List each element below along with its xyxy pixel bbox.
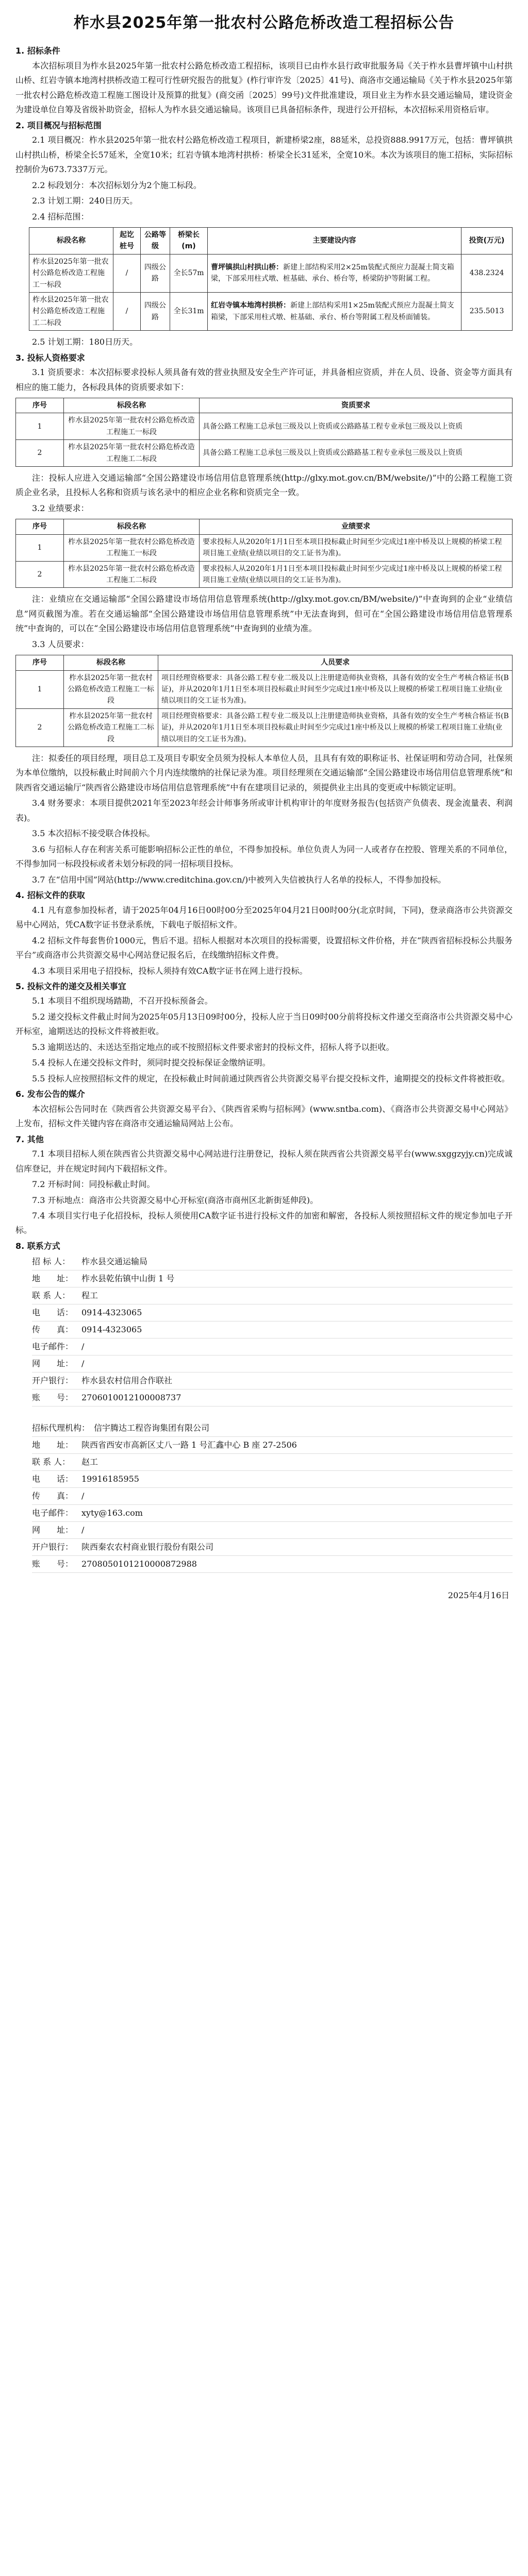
contact-row — [32, 1505, 513, 1522]
contact-key: 地 址： — [32, 1274, 74, 1284]
table-cell: 四级公路 — [141, 292, 170, 330]
paragraph: 5.3 逾期送达的、未送达至指定地点的或不按照招标文件要求密封的投标文件，招标人将予以拒收。 — [32, 1042, 394, 1052]
table-cell: 1 — [16, 670, 64, 708]
contact-row — [32, 1471, 513, 1488]
table-cell — [208, 254, 461, 292]
contact-row — [32, 1338, 513, 1355]
contact-row — [32, 1522, 513, 1539]
paragraph: 4.3 本项目采用电子招投标，投标人须持有效CA数字证书在网上进行投标。 — [32, 965, 308, 976]
contact-value: 2706010012100008737 — [81, 1393, 182, 1403]
section-heading-6: 6. 发布公告的媒介 — [15, 1089, 85, 1099]
contact-key: 招标代理机构： — [32, 1423, 90, 1433]
table-row — [16, 413, 513, 440]
table-cell: / — [113, 292, 141, 330]
contact-key: 账 号： — [32, 1393, 74, 1403]
contact-value: 陕西秦农农村商业银行股份有限公司 — [81, 1542, 214, 1552]
contact-key: 账 号： — [32, 1559, 74, 1569]
table-cell: 柞水县2025年第一批农村公路危桥改造工程施工二标段 — [64, 561, 200, 588]
contact-value: 柞水县乾佑镇中山街 1 号 — [81, 1274, 175, 1284]
contact-key: 地 址： — [32, 1440, 74, 1450]
contact-row — [32, 1355, 513, 1372]
contact-value: 信宇腾达工程咨询集团有限公司 — [94, 1423, 210, 1433]
table-cell: 438.2324 — [461, 254, 513, 292]
table-row — [16, 708, 513, 747]
table-cell: 柞水县2025年第一批农村公路危桥改造工程施工一标段 — [64, 534, 200, 561]
paragraph: 注：业绩应在交通运输部“全国公路建设市场信用信息管理系统(http://glxy.mot.gov.cn/BM/website/)”中查询到的企业“业绩信息”网页截图为准。若在交通运输部“全国公路建设市场信用信息管理系统”中无法查询到，但可在“全国公路建设市场信用信息管理系统”中查询的，可以在“全国公路建设市场信用信息管理系统”中查询到的业绩为准。 — [15, 594, 513, 634]
contact-row — [32, 1488, 513, 1505]
section-heading-2: 2. 项目概况与招标范围 — [15, 120, 102, 130]
contact-value: / — [81, 1342, 85, 1352]
agent-contact-block — [32, 1420, 513, 1573]
table-row — [16, 534, 513, 561]
contact-key: 电 话： — [32, 1474, 74, 1484]
contact-key: 联 系 人： — [32, 1291, 71, 1301]
paragraph: 3.4 财务要求：本项目提供2021年至2023年经会计师事务所或审计机构审计的年度财务报告(包括资产负债表、现金流量表、利润表)。 — [15, 798, 513, 823]
content-title: 红岩寺镇本地湾村拱桥： — [211, 301, 290, 310]
table-cell: 柞水县2025年第一批农村公路危桥改造工程施工一标段 — [64, 670, 158, 708]
contact-value: 19916185955 — [81, 1474, 139, 1484]
contact-value: 赵工 — [81, 1457, 98, 1467]
table-cell: 1 — [16, 413, 64, 440]
paragraph: 7.4 本项目实行电子化招投标，投标人须使用CA数字证书进行投标文件的加密和解密，各投标人须按照招标文件的规定参加电子开标。 — [15, 1211, 513, 1235]
paragraph: 2.2 标段划分：本次招标划分为2个施工标段。 — [32, 180, 202, 190]
table-header: 资质要求 — [200, 398, 513, 413]
table-header-row — [16, 655, 513, 670]
contact-row — [32, 1437, 513, 1454]
table-cell: 具备公路工程施工总承包三级及以上资质或公路路基工程专业承包三级及以上资质 — [200, 440, 513, 467]
paragraph: 本次招标公告同时在《陕西省公共资源交易平台》、《陕西省采购与招标网》(www.sntba.com)、《商洛市公共资源交易中心网站》上发布，招标文件关键内容在商洛市交通运输局网站上公布。 — [15, 1104, 513, 1129]
table-cell: 1 — [16, 534, 64, 561]
table-header-row — [16, 519, 513, 534]
contact-key: 网 址： — [32, 1359, 74, 1369]
table-cell: 235.5013 — [461, 292, 513, 330]
table-header: 公路等级 — [141, 228, 170, 255]
table-header: 标段名称 — [64, 519, 200, 534]
table-header: 标段名称 — [64, 398, 200, 413]
table-header: 主要建设内容 — [208, 228, 461, 255]
contact-key: 传 真： — [32, 1325, 74, 1335]
content-title: 曹坪镇拱山村拱山桥： — [211, 263, 283, 272]
contact-row — [32, 1287, 513, 1304]
contact-key: 开户银行： — [32, 1376, 74, 1386]
table-cell: 项目经理资格要求：具备公路工程专业二级及以上注册建造师执业资格，具备有效的安全生产考核合格证书(B证)，并从2020年1月1日至本项目投标截止时间至少完成过1座中桥及以上规模的桥梁工程项目施工业绩(业绩以项目的交工证书为准)。 — [158, 708, 513, 747]
page-title: 柞水县2025年第一批农村公路危桥改造工程招标公告 — [73, 14, 455, 32]
table-cell: / — [113, 254, 141, 292]
paragraph: 3.7 在“信用中国”网站(http://www.creditchina.gov.cn/)中被列入失信被执行人名单的投标人，不得参加投标。 — [32, 874, 447, 885]
contact-key: 电 话： — [32, 1308, 74, 1318]
table-cell: 要求投标人从2020年1月1日至本项目投标截止时间至少完成过1座中桥及以上规模的桥梁工程项目施工业绩(业绩以项目的交工证书为准)。 — [200, 534, 513, 561]
paragraph: 5.1 本项目不组织现场踏勘，不召开投标预备会。 — [32, 996, 213, 1006]
paragraph: 5.4 投标人在递交投标文件时，须同时提交投标保证金缴纳证明。 — [32, 1058, 271, 1068]
paragraph: 2.5 计划工期：180日历天。 — [32, 337, 138, 347]
paragraph: 3.2 业绩要求： — [32, 503, 89, 513]
paragraph: 3.6 与招标人存在利害关系可能影响招标公正性的单位，不得参加投标。单位负责人为同一人或者存在控股、管理关系的不同单位，不得参加同一标段投标或者未划分标段的同一招标项目投标。 — [15, 844, 513, 869]
contact-value: 0914-4323065 — [81, 1308, 142, 1318]
paragraph: 7.1 本项目招标人须在陕西省公共资源交易中心网站进行注册登记，投标人须在陕西省公共资源交易平台(www.sxggzyjy.cn)完成诚信库登记，并在规定时间内下载招标文件。 — [15, 1149, 513, 1174]
paragraph: 2.3 计划工期：240日历天。 — [32, 196, 138, 206]
contact-row — [32, 1253, 513, 1270]
table-cell: 四级公路 — [141, 254, 170, 292]
paragraph: 7.3 开标地点：商洛市公共资源交易中心开标室(商洛市商州区北新街延伸段)。 — [32, 1195, 319, 1205]
table-cell: 柞水县2025年第一批农村公路危桥改造工程施工二标段 — [64, 708, 158, 747]
table-cell: 2 — [16, 708, 64, 747]
contact-value: 陕西省西安市高新区丈八一路 1 号汇鑫中心 B 座 27-2506 — [81, 1440, 297, 1450]
contact-row — [32, 1372, 513, 1389]
paragraph: 3.1 资质要求：本次招标要求投标人须具备有效的营业执照及安全生产许可证，并具备相应资质，并在人员、设备、资金等方面具有相应的施工能力，各标段具体的资质要求如下： — [15, 367, 513, 392]
table-cell: 要求投标人从2020年1月1日至本项目投标截止时间至少完成过1座中桥及以上规模的桥梁工程项目施工业绩(业绩以项目的交工证书为准)。 — [200, 561, 513, 588]
table-row — [16, 561, 513, 588]
content-text: 新建上部结构采用2×25m装配式预应力混凝土简支箱梁，下部采用柱式墩、桩基础、承台、桥台等，桥梁防护等附属工程。 — [211, 263, 454, 283]
performance-table — [15, 519, 513, 588]
contact-value: xyty@163.com — [81, 1508, 143, 1518]
table-header: 桥梁长(m) — [170, 228, 208, 255]
contact-value: 程工 — [81, 1291, 98, 1301]
owner-contact-block — [32, 1253, 513, 1406]
table-cell: 2 — [16, 561, 64, 588]
table-row — [16, 440, 513, 467]
contact-row — [32, 1321, 513, 1338]
table-cell: 全长31m — [170, 292, 208, 330]
table-header: 人员要求 — [158, 655, 513, 670]
table-cell: 柞水县2025年第一批农村公路危桥改造工程施工二标段 — [29, 292, 113, 330]
section-heading-1: 1. 招标条件 — [15, 46, 60, 56]
qualification-table — [15, 398, 513, 467]
section-heading-7: 7. 其他 — [15, 1134, 44, 1144]
section-heading-4: 4. 招标文件的获取 — [15, 890, 85, 901]
contact-key: 电子邮件： — [32, 1342, 74, 1352]
personnel-table — [15, 655, 513, 747]
table-header: 业绩要求 — [200, 519, 513, 534]
contact-row — [32, 1420, 513, 1437]
contact-key: 网 址： — [32, 1525, 74, 1535]
contact-row — [32, 1539, 513, 1556]
paragraph: 5.5 投标人应按照招标文件的规定，在投标截止时间前通过陕西省公共资源交易平台提交投标文件，逾期提交的投标文件将被拒收。 — [32, 1073, 510, 1083]
contact-key: 传 真： — [32, 1491, 74, 1501]
table-header: 序号 — [16, 398, 64, 413]
contact-value: / — [81, 1491, 85, 1501]
table-header-row — [29, 228, 513, 255]
paragraph: 2.1 项目概况：柞水县2025年第一批农村公路危桥改造工程项目，新建桥梁2座，88延米，总投资888.9917万元，包括：曹坪镇拱山村拱山桥，桥梁全长57延米，全宽10米；红岩寺镇本地湾村拱桥：桥梁全长31延米，全宽10米。本次为该项目的施工招标，实际招标控制价为673.7337万元。 — [15, 135, 513, 175]
paragraph: 3.3 人员要求： — [32, 639, 89, 649]
table-header: 序号 — [16, 519, 64, 534]
table-header-row — [16, 398, 513, 413]
paragraph: 4.1 凡有意参加投标者，请于2025年04月16日00时00分至2025年04月21日00时00分(北京时间，下同)，登录商洛市公共资源交易中心网站，凭CA数字证书登录系统，下载电子版招标文件。 — [15, 905, 513, 930]
contact-row — [32, 1389, 513, 1406]
table-cell — [208, 292, 461, 330]
contact-key: 招 标 人： — [32, 1257, 71, 1267]
contact-row — [32, 1454, 513, 1471]
table-header: 标段名称 — [64, 655, 158, 670]
table-cell: 项目经理资格要求：具备公路工程专业二级及以上注册建造师执业资格，具备有效的安全生产考核合格证书(B证)，并从2020年1月1日至本项目投标截止时间至少完成过1座中桥及以上规模的桥梁工程项目施工业绩(业绩以项目的交工证书为准)。 — [158, 670, 513, 708]
bid-scope-table — [29, 227, 513, 331]
table-header: 投资(万元) — [461, 228, 513, 255]
table-cell: 2 — [16, 440, 64, 467]
contact-row — [32, 1304, 513, 1321]
contact-value: 0914-4323065 — [81, 1325, 142, 1335]
contact-key: 联 系 人： — [32, 1457, 71, 1467]
table-cell: 柞水县2025年第一批农村公路危桥改造工程施工一标段 — [29, 254, 113, 292]
contact-value: 柞水县交通运输局 — [81, 1257, 148, 1267]
table-row — [29, 254, 513, 292]
paragraph: 本次招标项目为柞水县2025年第一批农村公路危桥改造工程招标，该项目已由柞水县行政审批服务局《关于柞水县曹坪镇中山村拱山桥、红岩寺镇本地湾村拱桥改造工程可行性研究报告的批复》(柞行审许发〔2025〕41号)、商洛市交通运输局《关于柞水县2025年第一批农村公路危桥改造工程施工图设计及预算的批复》(商交函〔2025〕99号)文件批准建设，项目业主为柞水县交通运输局，建设资金为建设单位自筹及省级补助资金，招标人为柞水县交通运输局。该项目已具备招标条件，现进行公开招标，本次招标采用资格后审。 — [15, 60, 513, 115]
publish-date: 2025年4月16日 — [448, 1590, 509, 1601]
contact-value: / — [81, 1359, 85, 1369]
table-cell: 柞水县2025年第一批农村公路危桥改造工程施工一标段 — [64, 413, 200, 440]
content-text: 新建上部结构采用1×25m装配式预应力混凝土简支箱梁，下部采用柱式墩、桩基础、承台、桥台等附属工程及桥面铺装。 — [211, 301, 454, 321]
paragraph: 4.2 招标文件每套售价1000元，售后不退。招标人根据对本次项目的投标需要，设置招标文件价格，并在“陕西省招标投标公共服务平台”或商洛市公共资源交易中心网站登记报名后，在线缴纳招标文件费。 — [15, 935, 513, 960]
section-heading-8: 8. 联系方式 — [15, 1241, 60, 1251]
paragraph: 2.4 招标范围： — [32, 211, 89, 222]
section-heading-5: 5. 投标文件的递交及相关事宜 — [15, 981, 126, 991]
table-row — [16, 670, 513, 708]
contact-key: 开户银行： — [32, 1542, 74, 1552]
contact-value: / — [81, 1525, 85, 1535]
contact-row — [32, 1270, 513, 1287]
table-cell: 具备公路工程施工总承包三级及以上资质或公路路基工程专业承包三级及以上资质 — [200, 413, 513, 440]
contact-row — [32, 1556, 513, 1573]
contact-value: 柞水县农村信用合作联社 — [81, 1376, 173, 1386]
spacer — [15, 1406, 513, 1420]
paragraph: 5.2 递交投标文件截止时间为2025年05月13日09时00分，投标人应于当日09时00分前将投标文件递交至商洛市公共资源交易中心开标室，逾期送达的投标文件将被拒收。 — [15, 1011, 513, 1037]
table-row — [29, 292, 513, 330]
paragraph: 7.2 开标时间：同投标截止时间。 — [32, 1179, 155, 1190]
paragraph: 注：拟委任的项目经理，项目总工及项目专职安全员须为投标人本单位人员，且具有有效的职称证书、社保证明和劳动合同，社保须为本单位缴纳，以投标截止时间前六个月内连续缴纳的社保记录为准。项目经理须在交通运输部“全国公路建设市场信用信息管理系统”和陕西省交通运输厅“陕西省公路建设市场信用信息管理系统”中有在建项目记录的，须提供业主出具的变更或中标锁定证明。 — [15, 753, 513, 792]
table-header: 标段名称 — [29, 228, 113, 255]
table-cell: 全长57m — [170, 254, 208, 292]
contact-key: 电子邮件： — [32, 1508, 74, 1518]
table-header: 序号 — [16, 655, 64, 670]
table-header: 起讫桩号 — [113, 228, 141, 255]
paragraph: 注：投标人应进入交通运输部“全国公路建设市场信用信息管理系统(http://glxy.mot.gov.cn/BM/website/)”中的公路工程施工资质企业名录，且投标人名称和资质与该名录中的相应企业名称和资质完全一致。 — [15, 472, 513, 498]
paragraph: 3.5 本次招标不接受联合体投标。 — [32, 828, 155, 839]
table-cell: 柞水县2025年第一批农村公路危桥改造工程施工二标段 — [64, 440, 200, 467]
section-heading-3: 3. 投标人资格要求 — [15, 352, 85, 363]
contact-value: 2708050101210000872988 — [81, 1559, 197, 1569]
